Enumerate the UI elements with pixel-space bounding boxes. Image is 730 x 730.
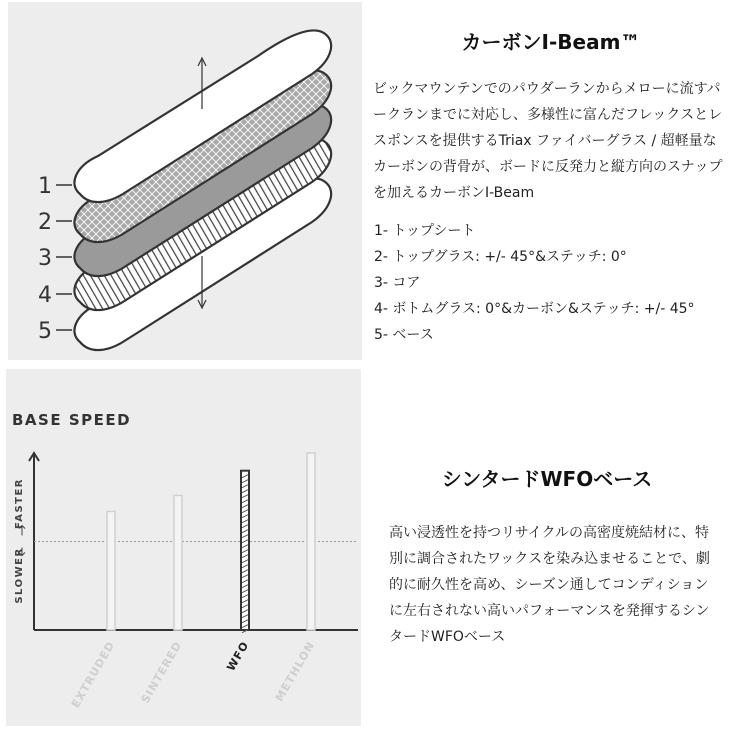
up-arrow-icon [19,526,25,536]
bar-sintered [174,495,182,630]
list-item: 2- トップグラス: +/- 45°&ステッチ: 0° [374,249,627,265]
y-label-slower: SLOWER [14,547,25,604]
list-item: 3- コア [374,275,421,291]
category-label-methlon: METHLON [272,639,318,704]
base-speed-chart-panel [6,369,361,726]
base-speed-chart [6,369,361,726]
chart-title: BASE SPEED [12,411,132,429]
category-label-sintered: SINTERED [138,639,185,706]
category-label-wfo: WFO [224,639,252,674]
layer-list [374,218,730,348]
layer-diagram-panel [8,2,362,360]
carbon-ibeam-description: ビックマウンテンでのパウダーランからメローに流すパークランまでに対応し、多様性に富んだフレックスとレスポンスを提供するTriax ファイバーグラス / 超軽量なカーボンの背骨が、ボードに反発力と縦方向のスナップを加えるカーボンI-Beam [373,81,723,201]
layer-number-5: 5 [38,319,52,344]
wfo-base-description: 高い浸透性を持つリサイクルの高密度焼結材に、特別に調合されたワックスを染み込ませることで、劇的に耐久性を高め、シーズン通してコンディションに左右されない高いパフォーマンスを発揮するシンタードWFOベース [389,525,710,645]
y-label-faster: FASTER [14,478,25,529]
bar-extruded [107,511,115,630]
board-layers-diagram [8,2,362,360]
category-label-extruded: EXTRUDED [68,639,118,711]
list-item: 5- ベース [374,327,434,343]
carbon-ibeam-title: カーボンI-Beam™ [461,30,641,54]
layer-number-1: 1 [38,174,52,199]
layer-number-4: 4 [38,283,52,308]
layer-number-2: 2 [38,210,52,235]
list-item: 4- ボトムグラス: 0°&カーボン&ステッチ: +/- 45° [374,301,695,317]
bar-methlon [307,453,315,630]
wfo-base-title: シンタードWFOベース [441,467,653,491]
list-item: 1- トップシート [374,223,476,239]
layer-number-3: 3 [38,246,52,271]
